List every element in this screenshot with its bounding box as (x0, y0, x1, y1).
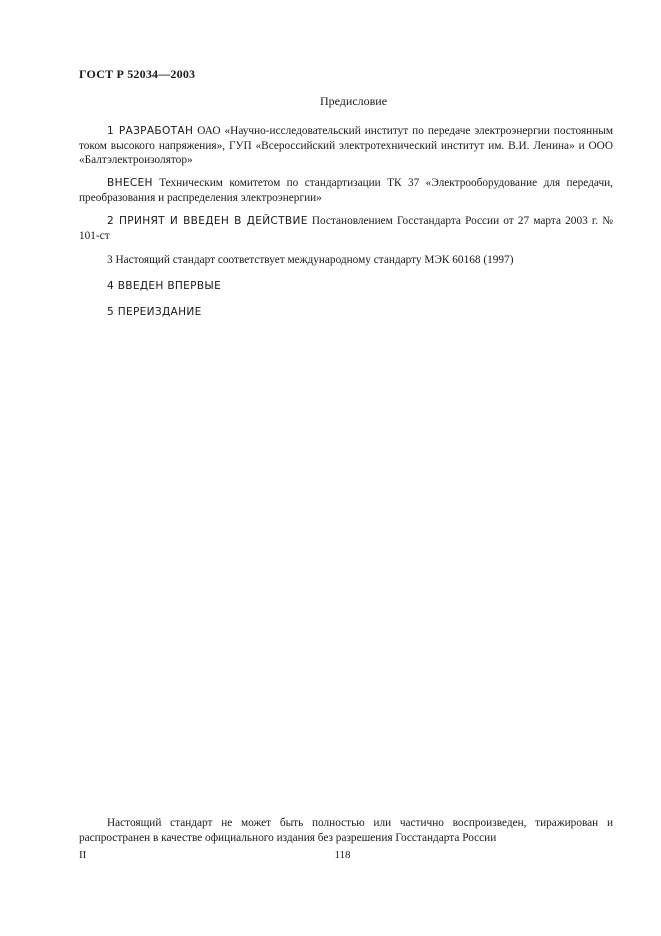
roman-page-number: II (79, 849, 87, 861)
section-text: Техническим комитетом по стандартизации ТК 37 «Электрооборудование для передачи, преобразования и распределения электроэнергии» (79, 177, 613, 204)
section-label: ВНЕСЕН (107, 177, 153, 189)
section-introduced-by (79, 176, 613, 205)
section-reissue (79, 305, 613, 320)
section-text: 3 Настоящий стандарт соответствует международному стандарту МЭК 60168 (1997) (107, 254, 514, 266)
page-title: Предисловие (319, 94, 388, 108)
standard-code: ГОСТ Р 52034—2003 (79, 67, 196, 81)
section-text: ОАО «Научно-исследовательский институт по передаче электроэнергии постоянным током высокого напряжения», ГУП «Всероссийский электротехнический институт им. В.И. Ленина» и ООО «Балтэлектроизолятор» (79, 125, 614, 166)
section-label: 5 ПЕРЕИЗДАНИЕ (107, 306, 202, 318)
section-adopted (79, 214, 613, 243)
copyright-note: Настоящий стандарт не может быть полностью или частично воспроизведен, тиражирован и распространен в качестве официального издания без разрешения Госстандарта России (79, 817, 613, 844)
section-label: 4 ВВЕДЕН ВПЕРВЫЕ (107, 280, 222, 292)
section-label: 1 РАЗРАБОТАН (107, 125, 194, 137)
page-number: 118 (334, 849, 351, 861)
section-text: Постановлением Госстандарта России от 27 марта 2003 г. № 101-ст (79, 215, 613, 242)
section-first-introduced (79, 279, 613, 294)
section-conformity (79, 253, 613, 268)
section-label: 2 ПРИНЯТ И ВВЕДЕН В ДЕЙСТВИЕ (107, 215, 308, 227)
section-developed (79, 124, 613, 168)
